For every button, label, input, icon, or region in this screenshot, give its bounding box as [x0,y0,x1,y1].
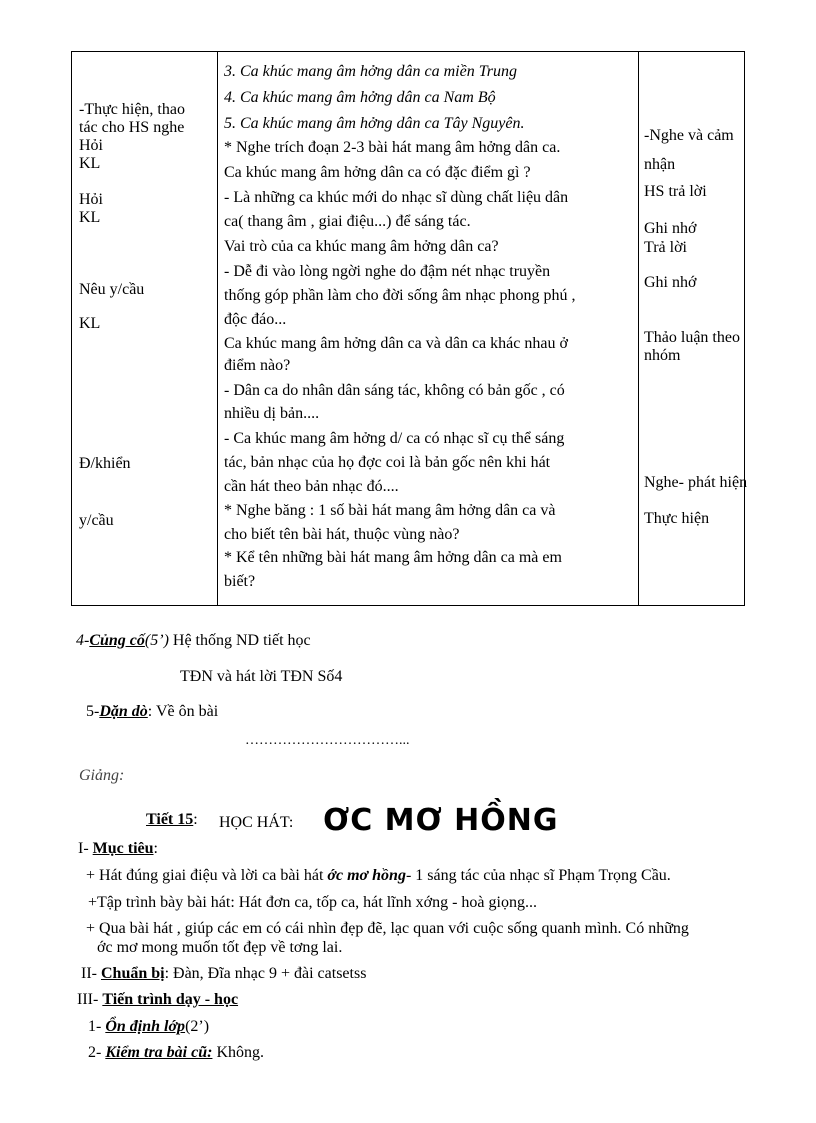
col3-line: HS trả lời [644,183,707,200]
content-line: ca( thang âm , giai điệu...) để sáng tác. [224,213,471,230]
consolidation-line2: TĐN và hát lời TĐN Số4 [180,668,343,685]
song-title: ƠC MƠ HỒNG [323,803,559,838]
objective-3-line1: + Qua bài hát , giúp các em có cái nhìn đẹp đẽ, lạc quan với cuộc sống quanh mình. Có những [86,920,689,937]
col1-line: Hỏi [79,191,103,208]
lesson-number-text: Tiết 15 [146,811,194,828]
homework-section [86,702,218,721]
objective-3-line2: ớc mơ mong muốn tốt đẹp về tơng lai. [97,939,343,956]
objectives-title: Mục tiêu [92,840,154,857]
objectives-heading [78,839,158,858]
procedure-heading [77,990,238,1009]
content-line: biết? [224,573,256,590]
content-line: * Nghe trích đoạn 2-3 bài hát mang âm hởng dân ca. [224,139,561,156]
procedure-title: Tiến trình dạy - học [102,991,239,1008]
consolidation-section [76,631,311,650]
objective-1 [86,866,671,885]
preparation-number: II- [81,965,101,982]
check-title: Kiểm tra bài cũ: [105,1044,213,1061]
content-line: * Nghe băng : 1 số bài hát mang âm hởng dân ca và [224,502,556,519]
col1-line: KL [79,315,101,332]
col1-line: -Thực hiện, thao [79,101,185,118]
content-line: 5. Ca khúc mang âm hởng dân ca Tây Nguyên. [224,115,525,132]
col3-line: nhận [644,156,676,173]
objective-1-text: + Hát đúng giai điệu và lời ca bài hát [86,867,328,884]
check-number: 2- [88,1044,106,1061]
teacher-activity-column [72,52,218,606]
content-column [218,52,639,606]
content-line: * Kể tên những bài hát mang âm hởng dân ca mà em [224,549,562,566]
lesson-activity-table [71,51,748,606]
content-line: tác, bản nhạc của họ đợc coi là bản gốc nên khi hát [224,454,551,471]
col3-line: -Nghe và cảm [644,127,734,144]
col1-line: KL [79,155,101,172]
teaching-date-label: Giảng: [79,767,125,784]
content-line: - Ca khúc mang âm hởng d/ ca có nhạc sĩ cụ thể sáng [224,430,565,447]
content-line: 4. Ca khúc mang âm hởng dân ca Nam Bộ [224,89,496,106]
objectives-number: I- [78,840,93,857]
col1-line: tác cho HS nghe [79,119,185,136]
content-line: - Dân ca do nhân dân sáng tác, không có bản gốc , có [224,382,565,399]
col1-line: Hỏi [79,137,103,154]
preparation-title: Chuẩn bị [100,965,165,982]
content-line: điểm nào? [224,357,291,374]
section-text: : Về ôn bài [147,703,219,720]
section-title: Củng cố [89,632,145,649]
content-line: Ca khúc mang âm hởng dân ca và dân ca khác nhau ở [224,335,568,352]
objective-1-song: ớc mơ hồng [327,867,406,884]
section-number: 5- [86,703,100,720]
content-line: độc đáo... [224,311,287,328]
content-line: - Dễ đi vào lòng ngời nghe do đậm nét nhạc truyền [224,263,551,280]
col3-line: Ghi nhớ [644,274,697,291]
stabilize-time: (2’) [185,1018,210,1035]
lesson-number [146,810,198,829]
content-line: Vai trò của ca khúc mang âm hởng dân ca? [224,238,499,255]
col1-line: KL [79,209,101,226]
section-time: (5’) [144,632,169,649]
objective-2: +Tập trình bày bài hát: Hát đơn ca, tốp ca, hát lĩnh xớng - hoà giọng... [88,894,537,911]
content-line: thống góp phần làm cho đời sống âm nhạc phong phú , [224,287,576,304]
section-number: 4- [76,632,90,649]
col3-line: Nghe- phát hiện [644,474,748,491]
objective-1-rest: - 1 sáng tác của nhạc sĩ Phạm Trọng Cầu. [405,867,671,884]
stabilize-title: Ổn định lớp [105,1018,186,1035]
col1-line: y/cầu [79,512,114,529]
preparation-text: : Đàn, Đĩa nhạc 9 + đài catsetss [164,965,367,982]
col1-line: Đ/khiển [79,455,131,472]
content-line: cho biết tên bài hát, thuộc vùng nào? [224,526,460,543]
content-line: nhiều dị bản.... [224,405,320,422]
section-text: Hệ thống ND tiết học [168,632,311,649]
stabilize-number: 1- [88,1018,106,1035]
col3-line: Ghi nhớ [644,220,697,237]
col3-line: Thảo luận theo [644,329,740,346]
check-old-lesson [88,1043,264,1062]
lesson-number-colon: : [193,811,198,828]
col3-line: Thực hiện [644,510,710,527]
preparation-section [81,964,366,983]
content-line: 3. Ca khúc mang âm hởng dân ca miền Trung [224,63,517,80]
col3-line: Trả lời [644,239,687,256]
section-title: Dặn dò [99,703,148,720]
check-text: Không. [212,1044,264,1061]
procedure-number: III- [77,991,103,1008]
content-line: cần hát theo bản nhạc đó.... [224,478,399,495]
lesson-type: HỌC HÁT: [219,814,294,831]
content-line: Ca khúc mang âm hởng dân ca có đặc điểm gì ? [224,164,531,181]
col3-line: nhóm [644,347,681,364]
objectives-colon: : [153,840,158,857]
student-activity-column [639,52,748,606]
stabilize-class [88,1017,209,1036]
col1-line: Nêu y/cầu [79,281,145,298]
content-line: - Là những ca khúc mới do nhạc sĩ dùng chất liệu dân [224,189,569,206]
homework-dots: ……………………………... [245,733,410,748]
